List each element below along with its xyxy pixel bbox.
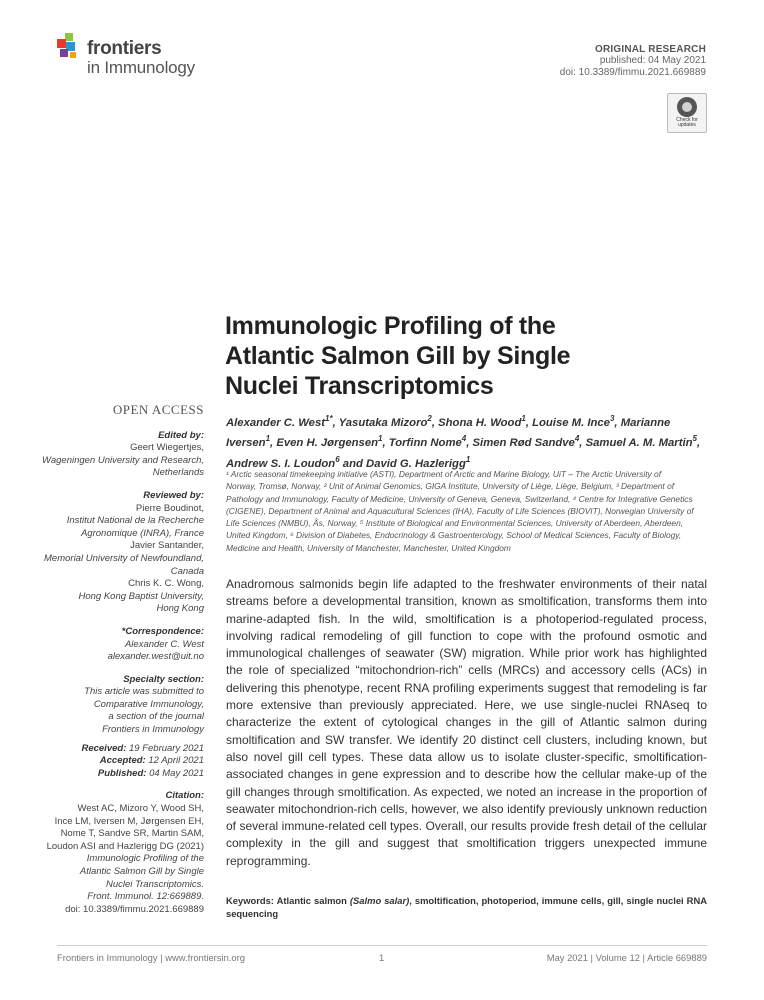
reviewer-affiliation: Hong Kong — [156, 603, 204, 615]
reviewer-affiliation: Hong Kong Baptist University, — [78, 590, 204, 602]
affiliation-line: Medicine and Health, University of Manchester, Manchester, United Kingdom — [226, 542, 511, 553]
specialty-line: This article was submitted to — [84, 686, 204, 698]
accepted-date: Accepted: 12 April 2021 — [99, 755, 204, 767]
citation-line: Front. Immunol. 12:669889. — [87, 891, 204, 903]
reviewer-affiliation: Canada — [170, 565, 204, 577]
reviewer-affiliation: Memorial University of Newfoundland, — [44, 552, 204, 564]
published-date-sidebar: Published: 04 May 2021 — [97, 767, 204, 779]
affiliation-line: (CIGENE), Department of Animal and Aquacultural Sciences (IHA), Faculty of Life Sciences (BIOVIT), Norwegian University of — [226, 505, 694, 516]
edited-by-label: Edited by: — [158, 429, 204, 441]
citation-doi[interactable]: doi: 10.3389/fimmu.2021.669889 — [65, 903, 204, 915]
check-for-updates-badge[interactable] — [667, 93, 707, 133]
editor-name: Geert Wiegertjes, — [130, 442, 204, 454]
check-updates-label: Check for updates — [676, 117, 698, 128]
correspondence-name: Alexander C. West — [124, 638, 204, 650]
citation-label: Citation: — [165, 790, 204, 802]
affiliation-line: Norway, Tromsø, Norway, ² Unit of Animal Genomics, GIGA Institute, University of Liège, Liège, Belgium, ³ Department of — [226, 481, 675, 492]
author[interactable]: Andrew S. I. Loudon — [226, 457, 336, 470]
affiliation-line: ¹ Arctic seasonal timekeeping initiative (ASTI), Department of Arctic and Marine Biology, UiT – The Arctic University of — [226, 469, 662, 479]
specialty-section-label: Specialty section: — [123, 673, 204, 685]
received-date: Received: 19 February 2021 — [81, 742, 204, 754]
author[interactable]: Even H. Jørgensen — [276, 437, 379, 450]
specialty-line: Comparative Immunology, — [93, 698, 204, 710]
citation-line: Atlantic Salmon Gill by Single — [79, 866, 204, 877]
logo-brand: frontiers — [87, 38, 162, 59]
title-line-1: Immunologic Profiling of the — [225, 312, 556, 340]
logo-journal: in Immunology — [87, 58, 195, 77]
footer-site-link[interactable]: www.frontiersin.org — [165, 952, 245, 963]
check-updates-icon — [677, 97, 697, 117]
footer-volume-info: May 2021 | Volume 12 | Article 669889 — [546, 952, 707, 963]
reviewed-by-label: Reviewed by: — [143, 489, 204, 501]
affiliation-line: United Kingdom, ⁶ Division of Diabetes, Endocrinology & Gastroenterology, School of Medical Sciences, Faculty of Biology, — [226, 530, 682, 541]
article-title — [225, 311, 645, 401]
author[interactable]: Marianne Iversen — [226, 416, 671, 450]
abstract: Anadromous salmonids begin life adapted to the freshwater environments of their natal streams before a developmental transition, known as smoltification, transforms them into marine-adapted fish. In the wild, smoltification is a photoperiod-regulated process, involving radical remodeling of gill function to cope with the profound osmotic and immunological challenges of seawater (SW) migration. While prior work has highlighted the role of specialized “mitochondrion-rich” cells (MRCs) and accessory cells (ACs) in delivering this phenotype, recent RNA profiling experiments suggest that remodeling is far more extensive than previously appreciated. Here, we use single-nuclei RNAseq to characterize the extent of cytological changes in the gill of Atlantic salmon during smoltification and SW transfer. We identify 20 distinct cell clusters, including known, but also novel gill cell types. These data allow us to isolate cluster-specific, smoltification-associated changes in gene expression and to describe how the cellular make-up of the gill changes through smoltification. As expected, we noted an increase in the proportion of seawater mitochondrion-rich cells, however, we also identify previously unknown reduction of several immune-related cell types. Overall, our results provide fresh detail of the cellular complexity in the gill and suggest that smoltification triggers unexpected immune reprogramming. — [226, 577, 707, 868]
keywords-species: (Salmo salar) — [349, 895, 410, 906]
author-and: and — [342, 457, 363, 470]
correspondence-email[interactable]: alexander.west@uit.no — [107, 651, 204, 663]
article-sidebar — [4, 404, 204, 916]
reviewer-name: Chris K. C. Wong, — [128, 578, 204, 590]
author[interactable]: Yasutaka Mizoro — [338, 416, 428, 429]
affiliation-line: Life Sciences (NMBU), Ås, Norway, ⁵ Institute of Biological and Environmental Sciences, University of Aberdeen, Aberdeen, — [226, 518, 684, 529]
citation-line: Nuclei Transcriptomics. — [105, 878, 204, 890]
citation-line: Nome T, Sandve SR, Martin SAM, — [60, 828, 204, 840]
author[interactable]: David G. Hazlerigg — [366, 457, 466, 470]
reviewer-name: Javier Santander, — [130, 540, 204, 552]
author-list: Alexander C. West$^{1*}$, Yasutaka Mizoro$^2$, Shona H. Wood$^1$, Louise M. Ince$^3$, Marianne Iversen$^1$, Even H. Jørgensen$^1$, Torfinn Nome$^4$, Simen Rød Sandve$^4$, Samuel A. M. Martin$^5$, Andrew S. I. Loudon$^6$ and David G. Hazlerigg$^1$ — [226, 414, 701, 470]
article-header-info — [560, 44, 706, 79]
title-line-2: Atlantic Salmon Gill by Single — [225, 342, 571, 370]
reviewer-affiliation: Institut National de la Recherche — [66, 515, 204, 527]
author[interactable]: Torfinn Nome — [388, 437, 462, 450]
reviewer-name: Pierre Boudinot, — [135, 502, 204, 514]
specialty-line: Frontiers in Immunology — [102, 724, 204, 736]
citation-line: Ince LM, Iversen M, Jørgensen EH, — [54, 815, 204, 827]
footer-divider — [57, 945, 707, 946]
footer-journal: Frontiers in Immunology | www.frontiersin.org — [57, 952, 245, 963]
citation-line: West AC, Mizoro Y, Wood SH, — [77, 803, 204, 815]
specialty-line: a section of the journal — [108, 711, 204, 723]
citation-line: Loudon ASI and Hazlerigg DG (2021) — [46, 840, 204, 852]
editor-country: Netherlands — [152, 467, 204, 479]
author[interactable]: Shona H. Wood — [438, 416, 522, 429]
published-date: published: 04 May 2021 — [599, 55, 706, 66]
journal-logo — [57, 33, 217, 79]
doi[interactable]: doi: 10.3389/fimmu.2021.669889 — [559, 67, 706, 78]
keywords-label: Keywords: — [226, 895, 274, 906]
keywords — [226, 894, 707, 920]
open-access-label: OPEN ACCESS — [112, 402, 204, 417]
author[interactable]: Louise M. Ince — [532, 416, 610, 429]
keywords-text: Atlantic salmon — [276, 895, 347, 906]
article-type: ORIGINAL RESEARCH — [594, 44, 706, 55]
citation-line: Immunologic Profiling of the — [86, 853, 204, 865]
title-line-3: Nuclei Transcriptomics — [225, 372, 494, 400]
author[interactable]: Samuel A. M. Martin — [585, 437, 693, 450]
keywords-rest: , smoltification, photoperiod, immune cells, gill, single nuclei RNA sequencing — [226, 895, 707, 919]
reviewer-affiliation: Agronomique (INRA), France — [80, 527, 204, 539]
affiliations — [226, 468, 714, 554]
editor-affiliation: Wageningen University and Research, — [42, 454, 204, 466]
author[interactable]: Simen Rød Sandve — [472, 437, 575, 450]
frontiers-logo-icon — [57, 33, 85, 61]
author[interactable]: Alexander C. West — [226, 416, 325, 429]
page-number: 1 — [379, 952, 385, 963]
affiliation-line: Pathology and Immunology, Faculty of Medicine, University of Geneva, Geneva, Switzerland, ⁴ Centre for Integrative Genetics — [226, 493, 693, 504]
correspondence-label: *Correspondence: — [121, 625, 204, 637]
